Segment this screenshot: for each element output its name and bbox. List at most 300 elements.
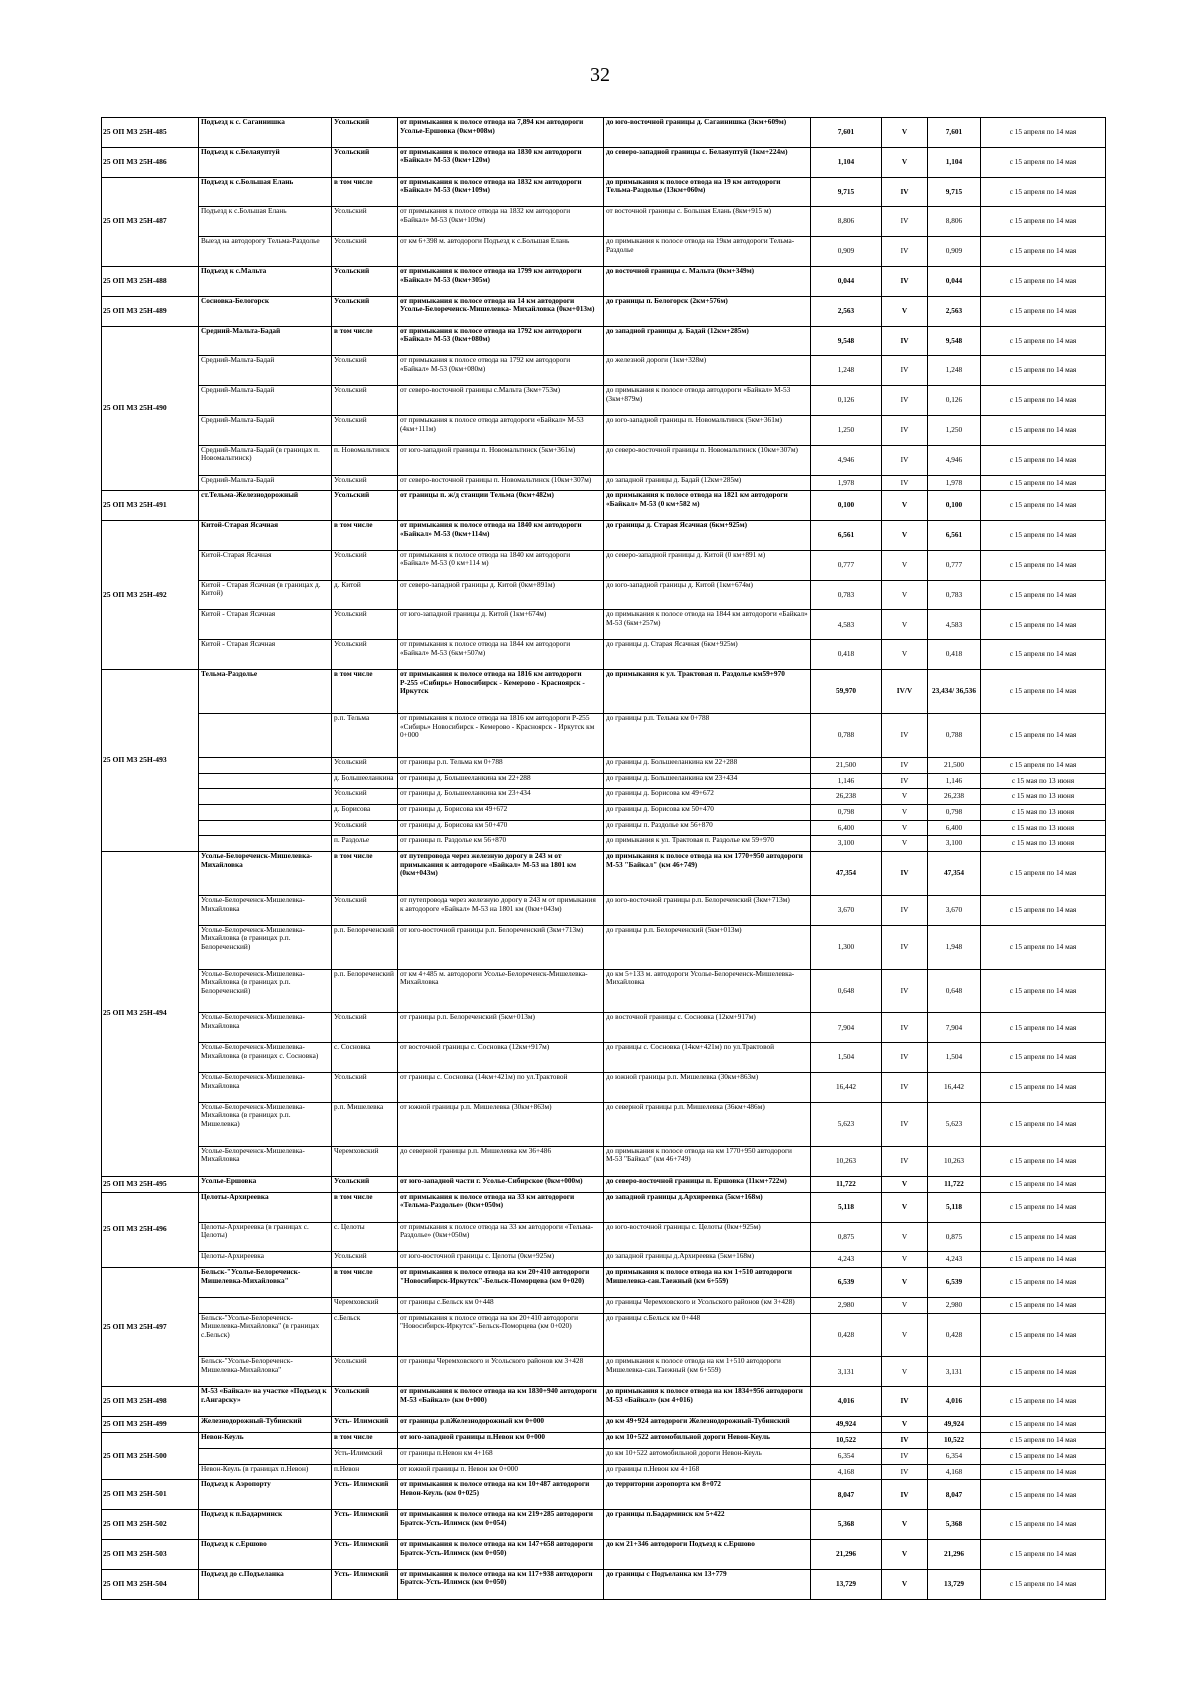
- to-point-cell: от восточной границы с. Большая Елань (8км+915 м): [604, 207, 811, 237]
- length-cell: 3,100: [811, 836, 882, 852]
- length-by-category-cell: 5,118: [928, 1192, 981, 1222]
- road-name-cell: [199, 773, 332, 789]
- length-by-category-cell: 1,250: [928, 415, 981, 445]
- road-name-cell: Подъезд к с.Белаяуптуй: [199, 147, 332, 177]
- road-code-cell: 25 ОП МЗ 25Н-501: [102, 1480, 199, 1510]
- district-cell: с.Бельск: [332, 1313, 398, 1357]
- from-point-cell: от примыкания к полосе отвода на 1830 км автодороги «Байкал» М-53 (0км+120м): [398, 147, 604, 177]
- table-row: [102, 386, 1106, 416]
- length-cell: 0,126: [811, 386, 882, 416]
- from-point-cell: от примыкания к полосе отвода на 1792 км автодороги «Байкал» М-53 (0км+080м): [398, 326, 604, 356]
- to-point-cell: до северной границы р.п. Мишелевка (36км+486м): [604, 1102, 811, 1146]
- to-point-cell: до границы д. Большееланкина км 23+434: [604, 773, 811, 789]
- district-cell: Усольский: [332, 895, 398, 925]
- length-by-category-cell: 9,715: [928, 177, 981, 207]
- length-cell: 0,418: [811, 640, 882, 670]
- road-name-cell: Целоты-Архиреевка: [199, 1192, 332, 1222]
- restriction-period-cell: с 15 апреля по 14 мая: [981, 386, 1106, 416]
- restriction-period-cell: с 15 апреля по 14 мая: [981, 640, 1106, 670]
- to-point-cell: до границы с.Бельск км 0+448: [604, 1313, 811, 1357]
- length-cell: 4,946: [811, 445, 882, 475]
- table-row: [102, 415, 1106, 445]
- to-point-cell: до западной границы д.Архиреевка (5км+168м): [604, 1252, 811, 1268]
- table-row: [102, 1417, 1106, 1433]
- road-code-cell: 25 ОП МЗ 25Н-485: [102, 118, 199, 148]
- to-point-cell: до границы п.Бадарминск км 5+422: [604, 1510, 811, 1540]
- length-cell: 5,368: [811, 1510, 882, 1540]
- road-name-cell: М-53 «Байкал» на участке «Подъезд к г.Ангарску»: [199, 1387, 332, 1417]
- length-by-category-cell: 47,354: [928, 852, 981, 896]
- length-cell: 1,146: [811, 773, 882, 789]
- table-row: [102, 1464, 1106, 1480]
- district-cell: в том числе: [332, 1268, 398, 1298]
- restriction-period-cell: с 15 апреля по 14 мая: [981, 925, 1106, 969]
- road-name-cell: Средний-Мальта-Бадай: [199, 415, 332, 445]
- road-name-cell: Усолье-Белореченск-Мишелевка-Михайловка (в границах р.п. Белореченский): [199, 925, 332, 969]
- table-row: [102, 1013, 1106, 1043]
- to-point-cell: до км 10+522 автомобильной дороги Невон-Кеуль: [604, 1449, 811, 1465]
- to-point-cell: до примыкания к полосе отвода на км 1+510 автодороги Мишелевка-сан.Таежный (км 6+559): [604, 1357, 811, 1387]
- road-name-cell: Подъезд к Аэропорту: [199, 1480, 332, 1510]
- length-cell: 1,978: [811, 475, 882, 491]
- length-cell: 9,548: [811, 326, 882, 356]
- from-point-cell: от примыкания к полосе отвода на 33 км автодороги «Тельма-Раздолье» (0км+050м): [398, 1222, 604, 1252]
- length-cell: 10,263: [811, 1146, 882, 1176]
- to-point-cell: до северо-восточной границы п. Ершовка (11км+722м): [604, 1176, 811, 1192]
- category-cell: V: [882, 521, 928, 551]
- district-cell: Усольский: [332, 386, 398, 416]
- length-cell: 21,296: [811, 1540, 882, 1570]
- to-point-cell: до км 10+522 автомобильной дороги Невон-Кеуль: [604, 1433, 811, 1449]
- road-name-cell: Целоты-Архиреевка (в границах с. Целоты): [199, 1222, 332, 1252]
- table-row: [102, 1102, 1106, 1146]
- length-cell: 0,798: [811, 804, 882, 820]
- district-cell: Усольский: [332, 640, 398, 670]
- district-cell: в том числе: [332, 852, 398, 896]
- to-point-cell: до северо-западной границы д. Китой (0 км+891 м): [604, 550, 811, 580]
- length-cell: 0,100: [811, 491, 882, 521]
- length-cell: 9,715: [811, 177, 882, 207]
- road-name-cell: Бельск-"Усолье-Белореченск-Мишелевка-Михайловка" (в границах с.Бельск): [199, 1313, 332, 1357]
- road-table: [101, 117, 1106, 1600]
- to-point-cell: до примыкания к полосе отвода на км 1834+956 автодороги М-53 «Байкал» (км 4+016): [604, 1387, 811, 1417]
- length-cell: 4,168: [811, 1464, 882, 1480]
- to-point-cell: до примыкания к полосе отвода на км 1+510 автодороги Мишелевка-сан.Таежный (км 6+559): [604, 1268, 811, 1298]
- length-cell: 0,777: [811, 550, 882, 580]
- district-cell: в том числе: [332, 1433, 398, 1449]
- district-cell: Усольский: [332, 1013, 398, 1043]
- from-point-cell: от границы д. Большееланкина км 22+288: [398, 773, 604, 789]
- length-cell: 1,300: [811, 925, 882, 969]
- length-by-category-cell: 13,729: [928, 1569, 981, 1599]
- length-cell: 5,118: [811, 1192, 882, 1222]
- table-row: [102, 326, 1106, 356]
- to-point-cell: до восточной границы с. Мальта (0км+349м): [604, 266, 811, 296]
- district-cell: Усольский: [332, 1357, 398, 1387]
- length-cell: 0,909: [811, 237, 882, 267]
- road-name-cell: Усолье-Белореченск-Мишелевка-Михайловка: [199, 895, 332, 925]
- page-number: 32: [590, 64, 610, 86]
- road-name-cell: Усолье-Белореченск-Мишелевка-Михайловка: [199, 852, 332, 896]
- from-point-cell: от примыкания к полосе отвода на км 10+487 автодороги Невон-Кеуль (км 0+025): [398, 1480, 604, 1510]
- length-by-category-cell: 6,561: [928, 521, 981, 551]
- road-name-cell: Подъезд к п.Бадарминск: [199, 1510, 332, 1540]
- length-by-category-cell: 6,539: [928, 1268, 981, 1298]
- from-point-cell: от восточной границы с. Сосновка (12км+917м): [398, 1043, 604, 1073]
- length-cell: 0,044: [811, 266, 882, 296]
- from-point-cell: от северо-западной границы д. Китой (0км+891м): [398, 580, 604, 610]
- length-by-category-cell: 8,806: [928, 207, 981, 237]
- restriction-period-cell: с 15 апреля по 14 мая: [981, 266, 1106, 296]
- length-cell: 49,924: [811, 1417, 882, 1433]
- district-cell: Усольский: [332, 415, 398, 445]
- road-name-cell: Усолье-Белореченск-Мишелевка-Михайловка (в границах р.п. Мишелевка): [199, 1102, 332, 1146]
- road-name-cell: Китой - Старая Ясачная (в границах д. Китой): [199, 580, 332, 610]
- length-by-category-cell: 0,648: [928, 969, 981, 1013]
- road-code-cell: 25 ОП МЗ 25Н-496: [102, 1192, 199, 1267]
- district-cell: п.Невон: [332, 1464, 398, 1480]
- category-cell: IV: [882, 1102, 928, 1146]
- from-point-cell: от границы р.пЖелезнодорожный км 0+000: [398, 1417, 604, 1433]
- length-by-category-cell: 49,924: [928, 1417, 981, 1433]
- table-row: [102, 521, 1106, 551]
- restriction-period-cell: с 15 апреля по 14 мая: [981, 1464, 1106, 1480]
- road-name-cell: Целоты-Архиреевка: [199, 1252, 332, 1268]
- length-cell: 8,047: [811, 1480, 882, 1510]
- table-row: [102, 1146, 1106, 1176]
- restriction-period-cell: с 15 мая по 13 июня: [981, 773, 1106, 789]
- category-cell: IV: [882, 1073, 928, 1103]
- road-code-cell: 25 ОП МЗ 25Н-503: [102, 1540, 199, 1570]
- district-cell: Усольский: [332, 1252, 398, 1268]
- restriction-period-cell: с 15 апреля по 14 мая: [981, 1102, 1106, 1146]
- length-cell: 0,875: [811, 1222, 882, 1252]
- length-cell: 4,583: [811, 610, 882, 640]
- from-point-cell: от примыкания к полосе отвода на 7,894 км автодороги Усолье-Ершовка (0км+008м): [398, 118, 604, 148]
- category-cell: IV: [882, 415, 928, 445]
- length-cell: 3,670: [811, 895, 882, 925]
- from-point-cell: от северо-восточной границы п. Новомальтинск (10км+307м): [398, 475, 604, 491]
- category-cell: IV: [882, 773, 928, 789]
- to-point-cell: до км 49+924 автодороги Железнодорожный-Тубинский: [604, 1417, 811, 1433]
- table-row: [102, 1357, 1106, 1387]
- district-cell: в том числе: [332, 1192, 398, 1222]
- district-cell: с. Целоты: [332, 1222, 398, 1252]
- road-name-cell: Усолье-Белореченск-Мишелевка-Михайловка (в границах с. Сосновка): [199, 1043, 332, 1073]
- road-name-cell: Усолье-Ершовка: [199, 1176, 332, 1192]
- category-cell: IV: [882, 237, 928, 267]
- district-cell: Усольский: [332, 118, 398, 148]
- road-code-cell: 25 ОП МЗ 25Н-488: [102, 266, 199, 296]
- from-point-cell: от границы п. Раздолье км 56+870: [398, 836, 604, 852]
- table-row: [102, 491, 1106, 521]
- restriction-period-cell: с 15 апреля по 14 мая: [981, 1192, 1106, 1222]
- category-cell: V: [882, 1510, 928, 1540]
- to-point-cell: до территории аэропорта км 8+072: [604, 1480, 811, 1510]
- from-point-cell: от км 6+398 м. автодороги Подъезд к с.Большая Елань: [398, 237, 604, 267]
- district-cell: в том числе: [332, 521, 398, 551]
- category-cell: IV: [882, 1043, 928, 1073]
- road-name-cell: Подъезд к с.Мальта: [199, 266, 332, 296]
- road-name-cell: [199, 804, 332, 820]
- length-cell: 4,243: [811, 1252, 882, 1268]
- table-row: [102, 1073, 1106, 1103]
- from-point-cell: до северной границы р.п. Мишелевка км 36+486: [398, 1146, 604, 1176]
- category-cell: V: [882, 1540, 928, 1570]
- district-cell: Усольский: [332, 820, 398, 836]
- restriction-period-cell: с 15 апреля по 14 мая: [981, 757, 1106, 773]
- to-point-cell: до восточной границы с. Сосновка (12км+917м): [604, 1013, 811, 1043]
- length-by-category-cell: 1,104: [928, 147, 981, 177]
- restriction-period-cell: с 15 мая по 13 июня: [981, 804, 1106, 820]
- restriction-period-cell: с 15 апреля по 14 мая: [981, 491, 1106, 521]
- length-by-category-cell: 23,434/ 36,536: [928, 670, 981, 714]
- category-cell: V: [882, 610, 928, 640]
- road-name-cell: [199, 713, 332, 757]
- to-point-cell: до примыкания к полосе отвода на 19км автодороги Тельма-Раздолье: [604, 237, 811, 267]
- length-by-category-cell: 4,016: [928, 1387, 981, 1417]
- road-name-cell: Средний-Мальта-Бадай: [199, 386, 332, 416]
- table-row: [102, 670, 1106, 714]
- to-point-cell: до южной границы р.п. Мишелевка (30км+863м): [604, 1073, 811, 1103]
- category-cell: V: [882, 1222, 928, 1252]
- category-cell: V: [882, 1176, 928, 1192]
- length-by-category-cell: 4,243: [928, 1252, 981, 1268]
- district-cell: р.п. Тельма: [332, 713, 398, 757]
- table-row: [102, 550, 1106, 580]
- category-cell: IV: [882, 1464, 928, 1480]
- length-cell: 21,500: [811, 757, 882, 773]
- table-row: [102, 969, 1106, 1013]
- from-point-cell: от примыкания к полосе отвода на км 20+410 автодороги "Новосибирск-Иркутск"-Бельск-Поморцева (км 0+020): [398, 1313, 604, 1357]
- category-cell: IV: [882, 177, 928, 207]
- restriction-period-cell: с 15 апреля по 14 мая: [981, 118, 1106, 148]
- to-point-cell: до границы д. Борисова км 49+672: [604, 789, 811, 805]
- length-cell: 10,522: [811, 1433, 882, 1449]
- category-cell: IV: [882, 895, 928, 925]
- length-cell: 7,601: [811, 118, 882, 148]
- from-point-cell: от примыкания к полосе отвода на 1844 км автодороги «Байкал» М-53 (6км+507м): [398, 640, 604, 670]
- table-row: [102, 1313, 1106, 1357]
- road-name-cell: [199, 757, 332, 773]
- district-cell: Усольский: [332, 356, 398, 386]
- restriction-period-cell: с 15 апреля по 14 мая: [981, 1569, 1106, 1599]
- restriction-period-cell: с 15 апреля по 14 мая: [981, 1387, 1106, 1417]
- restriction-period-cell: с 15 апреля по 14 мая: [981, 356, 1106, 386]
- category-cell: IV: [882, 1146, 928, 1176]
- table-row: [102, 1252, 1106, 1268]
- from-point-cell: от границы р.п. Тельма км 0+788: [398, 757, 604, 773]
- district-cell: Усольский: [332, 475, 398, 491]
- length-by-category-cell: 0,100: [928, 491, 981, 521]
- restriction-period-cell: с 15 апреля по 14 мая: [981, 610, 1106, 640]
- to-point-cell: до границы д. Большееланкина км 22+288: [604, 757, 811, 773]
- category-cell: V: [882, 491, 928, 521]
- district-cell: Усть-Илимский: [332, 1449, 398, 1465]
- to-point-cell: до северо-западной границы с. Белаяуптуй (1км+224м): [604, 147, 811, 177]
- category-cell: V: [882, 836, 928, 852]
- restriction-period-cell: с 15 апреля по 14 мая: [981, 670, 1106, 714]
- restriction-period-cell: с 15 апреля по 14 мая: [981, 1480, 1106, 1510]
- category-cell: V: [882, 1313, 928, 1357]
- road-name-cell: Китой - Старая Ясачная: [199, 610, 332, 640]
- road-code-cell: 25 ОП МЗ 25Н-497: [102, 1268, 199, 1387]
- to-point-cell: до примыкания к ул. Трактовая п. Раздолье км59+970: [604, 670, 811, 714]
- road-code-cell: 25 ОП МЗ 25Н-504: [102, 1569, 199, 1599]
- from-point-cell: от южной границы р.п. Мишелевка (30км+863м): [398, 1102, 604, 1146]
- restriction-period-cell: с 15 апреля по 14 мая: [981, 852, 1106, 896]
- road-name-cell: Бельск-"Усолье-Белореченск-Мишелевка-Михайловка": [199, 1268, 332, 1298]
- road-code-cell: 25 ОП МЗ 25Н-492: [102, 521, 199, 670]
- from-point-cell: от примыкания к полосе отвода на км 20+410 автодороги "Новосибирск-Иркутск"-Бельск-Поморцева (км 0+020): [398, 1268, 604, 1298]
- from-point-cell: от границы с. Сосновка (14км+421м) по ул.Трактовой: [398, 1073, 604, 1103]
- length-by-category-cell: 4,168: [928, 1464, 981, 1480]
- length-by-category-cell: 3,131: [928, 1357, 981, 1387]
- district-cell: Усольский: [332, 610, 398, 640]
- from-point-cell: от примыкания к полосе отвода на км 147+658 автодороги Братск-Усть-Илимск (км 0+050): [398, 1540, 604, 1570]
- district-cell: Усть- Илимский: [332, 1480, 398, 1510]
- from-point-cell: от южной границы п. Невон км 0+000: [398, 1464, 604, 1480]
- length-cell: 2,563: [811, 296, 882, 326]
- length-by-category-cell: 0,798: [928, 804, 981, 820]
- restriction-period-cell: с 15 мая по 13 июня: [981, 789, 1106, 805]
- length-cell: 5,623: [811, 1102, 882, 1146]
- length-cell: 59,970: [811, 670, 882, 714]
- restriction-period-cell: с 15 апреля по 14 мая: [981, 1222, 1106, 1252]
- from-point-cell: от северо-восточной границы с.Мальта (3км+753м): [398, 386, 604, 416]
- road-name-cell: Усолье-Белореченск-Мишелевка-Михайловка: [199, 1013, 332, 1043]
- length-cell: 7,904: [811, 1013, 882, 1043]
- district-cell: Усольский: [332, 757, 398, 773]
- table-row: [102, 757, 1106, 773]
- category-cell: IV: [882, 925, 928, 969]
- table-row: [102, 925, 1106, 969]
- to-point-cell: до юго-западной границы п. Новомальтинск (5км+361м): [604, 415, 811, 445]
- road-name-cell: Невон-Кеуль: [199, 1433, 332, 1449]
- category-cell: IV: [882, 475, 928, 491]
- road-code-cell: 25 ОП МЗ 25Н-491: [102, 491, 199, 521]
- to-point-cell: до железной дороги (1км+328м): [604, 356, 811, 386]
- road-code-cell: 25 ОП МЗ 25Н-490: [102, 326, 199, 491]
- road-name-cell: Усолье-Белореченск-Мишелевка-Михайловка: [199, 1146, 332, 1176]
- length-by-category-cell: 7,904: [928, 1013, 981, 1043]
- road-name-cell: Средний-Мальта-Бадай: [199, 326, 332, 356]
- road-name-cell: Подъезд к с. Сагаинишка: [199, 118, 332, 148]
- table-row: [102, 713, 1106, 757]
- category-cell: IV: [882, 1480, 928, 1510]
- length-by-category-cell: 0,783: [928, 580, 981, 610]
- to-point-cell: до примыкания к полосе отвода автодороги «Байкал» М-53 (3км+879м): [604, 386, 811, 416]
- length-cell: 0,428: [811, 1313, 882, 1357]
- length-by-category-cell: 0,418: [928, 640, 981, 670]
- length-by-category-cell: 8,047: [928, 1480, 981, 1510]
- category-cell: V: [882, 1268, 928, 1298]
- table-row: [102, 356, 1106, 386]
- category-cell: V: [882, 118, 928, 148]
- length-by-category-cell: 10,263: [928, 1146, 981, 1176]
- category-cell: V: [882, 147, 928, 177]
- road-name-cell: [199, 820, 332, 836]
- length-by-category-cell: 1,248: [928, 356, 981, 386]
- to-point-cell: до примыкания к ул. Трактовая п. Раздолье км 59+970: [604, 836, 811, 852]
- road-code-cell: 25 ОП МЗ 25Н-487: [102, 177, 199, 266]
- category-cell: V: [882, 640, 928, 670]
- table-row: [102, 895, 1106, 925]
- length-by-category-cell: 3,100: [928, 836, 981, 852]
- to-point-cell: до границы п. Белогорск (2км+576м): [604, 296, 811, 326]
- category-cell: IV: [882, 207, 928, 237]
- table-row: [102, 1268, 1106, 1298]
- restriction-period-cell: с 15 апреля по 14 мая: [981, 521, 1106, 551]
- category-cell: V: [882, 804, 928, 820]
- road-name-cell: Подъезд до с.Подъеланка: [199, 1569, 332, 1599]
- to-point-cell: до границы п.Невон км 4+168: [604, 1464, 811, 1480]
- length-cell: 8,806: [811, 207, 882, 237]
- from-point-cell: от юго-западной границы д. Китой (1км+674м): [398, 610, 604, 640]
- district-cell: р.п. Белореченский: [332, 969, 398, 1013]
- category-cell: IV: [882, 1449, 928, 1465]
- table-row: [102, 820, 1106, 836]
- district-cell: в том числе: [332, 670, 398, 714]
- restriction-period-cell: с 15 апреля по 14 мая: [981, 895, 1106, 925]
- to-point-cell: до границы д. Борисова км 50+470: [604, 804, 811, 820]
- table-row: [102, 1433, 1106, 1449]
- district-cell: Усольский: [332, 1387, 398, 1417]
- from-point-cell: от границы д. Борисова км 49+672: [398, 804, 604, 820]
- length-by-category-cell: 16,442: [928, 1073, 981, 1103]
- length-cell: 0,648: [811, 969, 882, 1013]
- table-row: [102, 266, 1106, 296]
- restriction-period-cell: с 15 апреля по 14 мая: [981, 713, 1106, 757]
- from-point-cell: от границы д. Борисова км 50+470: [398, 820, 604, 836]
- district-cell: Усольский: [332, 550, 398, 580]
- table-row: [102, 1176, 1106, 1192]
- road-name-cell: Усолье-Белореченск-Мишелевка-Михайловка (в границах р.п. Белореченский): [199, 969, 332, 1013]
- from-point-cell: от примыкания к полосе отвода на 14 км автодороги Усолье-Белореченск-Мишелевка- Михайловка (0км+013м): [398, 296, 604, 326]
- table-row: [102, 1222, 1106, 1252]
- restriction-period-cell: с 15 апреля по 14 мая: [981, 296, 1106, 326]
- length-by-category-cell: 2,980: [928, 1297, 981, 1313]
- road-code-cell: 25 ОП МЗ 25Н-500: [102, 1433, 199, 1480]
- length-by-category-cell: 7,601: [928, 118, 981, 148]
- to-point-cell: до юго-восточной границы р.п. Белореченский (3км+713м): [604, 895, 811, 925]
- district-cell: Усть- Илимский: [332, 1510, 398, 1540]
- from-point-cell: от границы р.п. Белореченский (5км+013м): [398, 1013, 604, 1043]
- category-cell: V: [882, 580, 928, 610]
- road-code-cell: 25 ОП МЗ 25Н-489: [102, 296, 199, 326]
- restriction-period-cell: с 15 апреля по 14 мая: [981, 1449, 1106, 1465]
- length-by-category-cell: 1,146: [928, 773, 981, 789]
- to-point-cell: до юго-восточной границы с. Целоты (0км+925м): [604, 1222, 811, 1252]
- road-name-cell: Невон-Кеуль (в границах п.Невон): [199, 1464, 332, 1480]
- restriction-period-cell: с 15 апреля по 14 мая: [981, 580, 1106, 610]
- category-cell: IV: [882, 1387, 928, 1417]
- table-row: [102, 207, 1106, 237]
- from-point-cell: от путепровода через железную дорогу в 243 м от примыкания к автодороге «Байкал» М-53 на 1801 км (0км+043м): [398, 852, 604, 896]
- category-cell: IV: [882, 757, 928, 773]
- to-point-cell: до примыкания к полосе отвода на км 1770+950 автодороги М-53 "Байкал" (км 46+749): [604, 1146, 811, 1176]
- category-cell: IV: [882, 713, 928, 757]
- district-cell: Усольский: [332, 147, 398, 177]
- category-cell: V: [882, 1192, 928, 1222]
- road-name-cell: [199, 1449, 332, 1465]
- restriction-period-cell: с 15 апреля по 14 мая: [981, 1013, 1106, 1043]
- length-by-category-cell: 9,548: [928, 326, 981, 356]
- category-cell: IV: [882, 852, 928, 896]
- district-cell: д. Борисова: [332, 804, 398, 820]
- category-cell: IV: [882, 445, 928, 475]
- district-cell: р.п. Мишелевка: [332, 1102, 398, 1146]
